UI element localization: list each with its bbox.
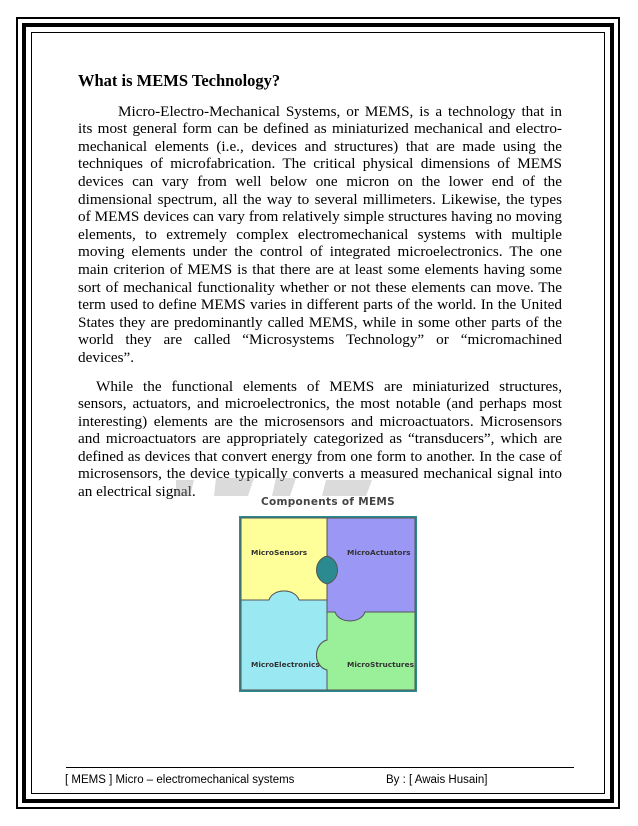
document-title: What is MEMS Technology? xyxy=(78,71,281,90)
footer-left-text: [ MEMS ] Micro – electromechanical systems xyxy=(65,774,295,786)
label-microsensors: MicroSensors xyxy=(251,548,308,557)
label-microelectronics: MicroElectronics xyxy=(251,660,320,669)
label-microactuators: MicroActuators xyxy=(347,548,411,557)
puzzle-piece-microactuators xyxy=(327,518,415,621)
document-body xyxy=(78,72,562,501)
puzzle-piece-microsensors xyxy=(241,518,327,600)
label-microstructures: MicroStructures xyxy=(347,660,414,669)
puzzle-piece-microelectronics xyxy=(241,591,327,690)
paragraph-2: While the functional elements of MEMS are miniaturized structures, sensors, actuators, and microelectronics, the most notable (and perhaps most interesting) elements are the microsensors and microactuators. Microsensors and microactuators are appropriately categorized as “transducers”, which are defined as devices that convert energy from one form to another. In the case of microsensors, the device typically converts a measured mechanical signal into an electrical signal. xyxy=(78,377,562,501)
components-of-mems-figure xyxy=(239,486,417,708)
paragraph-1: Micro-Electro-Mechanical Systems, or MEMS, is a technology that in its most general form can be defined as miniaturized mechanical and electro-mechanical elements (i.e., devices and structures) that are made using the techniques of microfabrication. The critical physical dimensions of MEMS devices can vary from well below one micron on the lower end of the dimensional spectrum, all the way to several millimeters. Likewise, the types of MEMS devices can vary from relatively simple structures having no moving elements, to extremely complex electromechanical systems with multiple moving elements under the control of integrated microelectronics. The one main criterion of MEMS is that there are at least some elements having some sort of mechanical functionality whether or not these elements can move. The term used to define MEMS varies in different parts of the world. In the United States they are predominantly called MEMS, while in some other parts of the world they are called “Microsystems Technology” or “micromachined devices”. xyxy=(78,102,562,366)
footer-right-text: By : [ Awais Husain] xyxy=(386,774,488,786)
figure-title: Components of MEMS xyxy=(260,496,396,508)
puzzle-piece-microstructures xyxy=(317,612,416,690)
footer-divider xyxy=(66,767,574,768)
